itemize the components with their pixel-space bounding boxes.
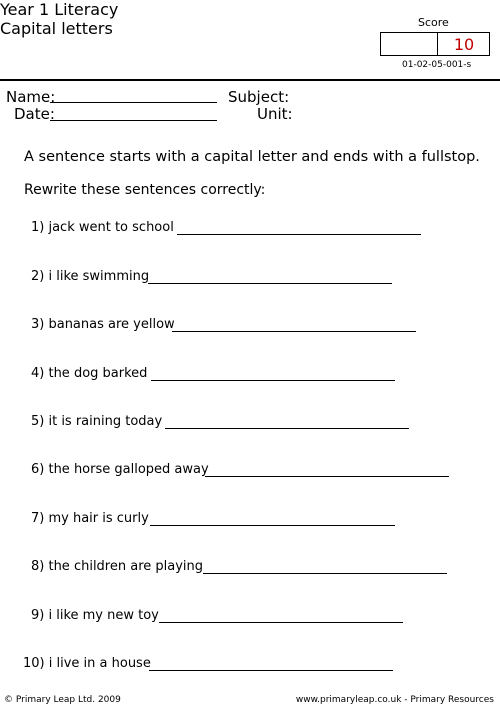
answer-line-2[interactable] [148,283,392,284]
answer-line-1[interactable] [177,234,421,235]
question-7: 7) my hair is curly [31,511,149,526]
unit-label: Unit: [257,105,293,123]
answer-line-4[interactable] [151,380,395,381]
question-4: 4) the dog barked [31,366,148,381]
question-1: 1) jack went to school [31,220,174,235]
name-field[interactable] [50,102,217,103]
header-rule [0,79,500,81]
question-9: 9) i like my new toy [31,608,159,623]
question-2: 2) i like swimming [31,269,150,284]
subject-value: Year 1 Literacy [0,0,119,19]
answer-line-8[interactable] [203,573,447,574]
copyright-text: © Primary Leap Ltd. 2009 [4,695,121,705]
score-value: 10 [453,35,475,54]
question-6: 6) the horse galloped away [31,462,209,477]
answer-line-5[interactable] [165,428,409,429]
answer-line-7[interactable] [150,525,395,526]
answer-line-3[interactable] [172,331,416,332]
instruction-text: Rewrite these sentences correctly: [24,182,266,198]
question-10: 10) i live in a house [23,656,151,671]
website-text: www.primaryleap.co.uk - Primary Resources [295,695,494,705]
subject-label: Subject: [228,88,290,106]
question-8: 8) the children are playing [31,559,204,574]
score-box [380,32,490,56]
question-5: 5) it is raining today [31,414,163,429]
score-label: Score [418,16,449,29]
unit-value: Capital letters [0,19,113,38]
date-field[interactable] [50,120,217,121]
sheet-code: 01-02-05-001-s [402,60,472,70]
intro-text: A sentence starts with a capital letter and ends with a fullstop. [24,149,480,165]
question-3: 3) bananas are yellow [31,317,175,332]
date-label: Date: [14,105,55,123]
name-label: Name: [6,88,56,106]
answer-line-9[interactable] [159,622,403,623]
answer-line-10[interactable] [149,670,393,671]
answer-line-6[interactable] [205,476,449,477]
